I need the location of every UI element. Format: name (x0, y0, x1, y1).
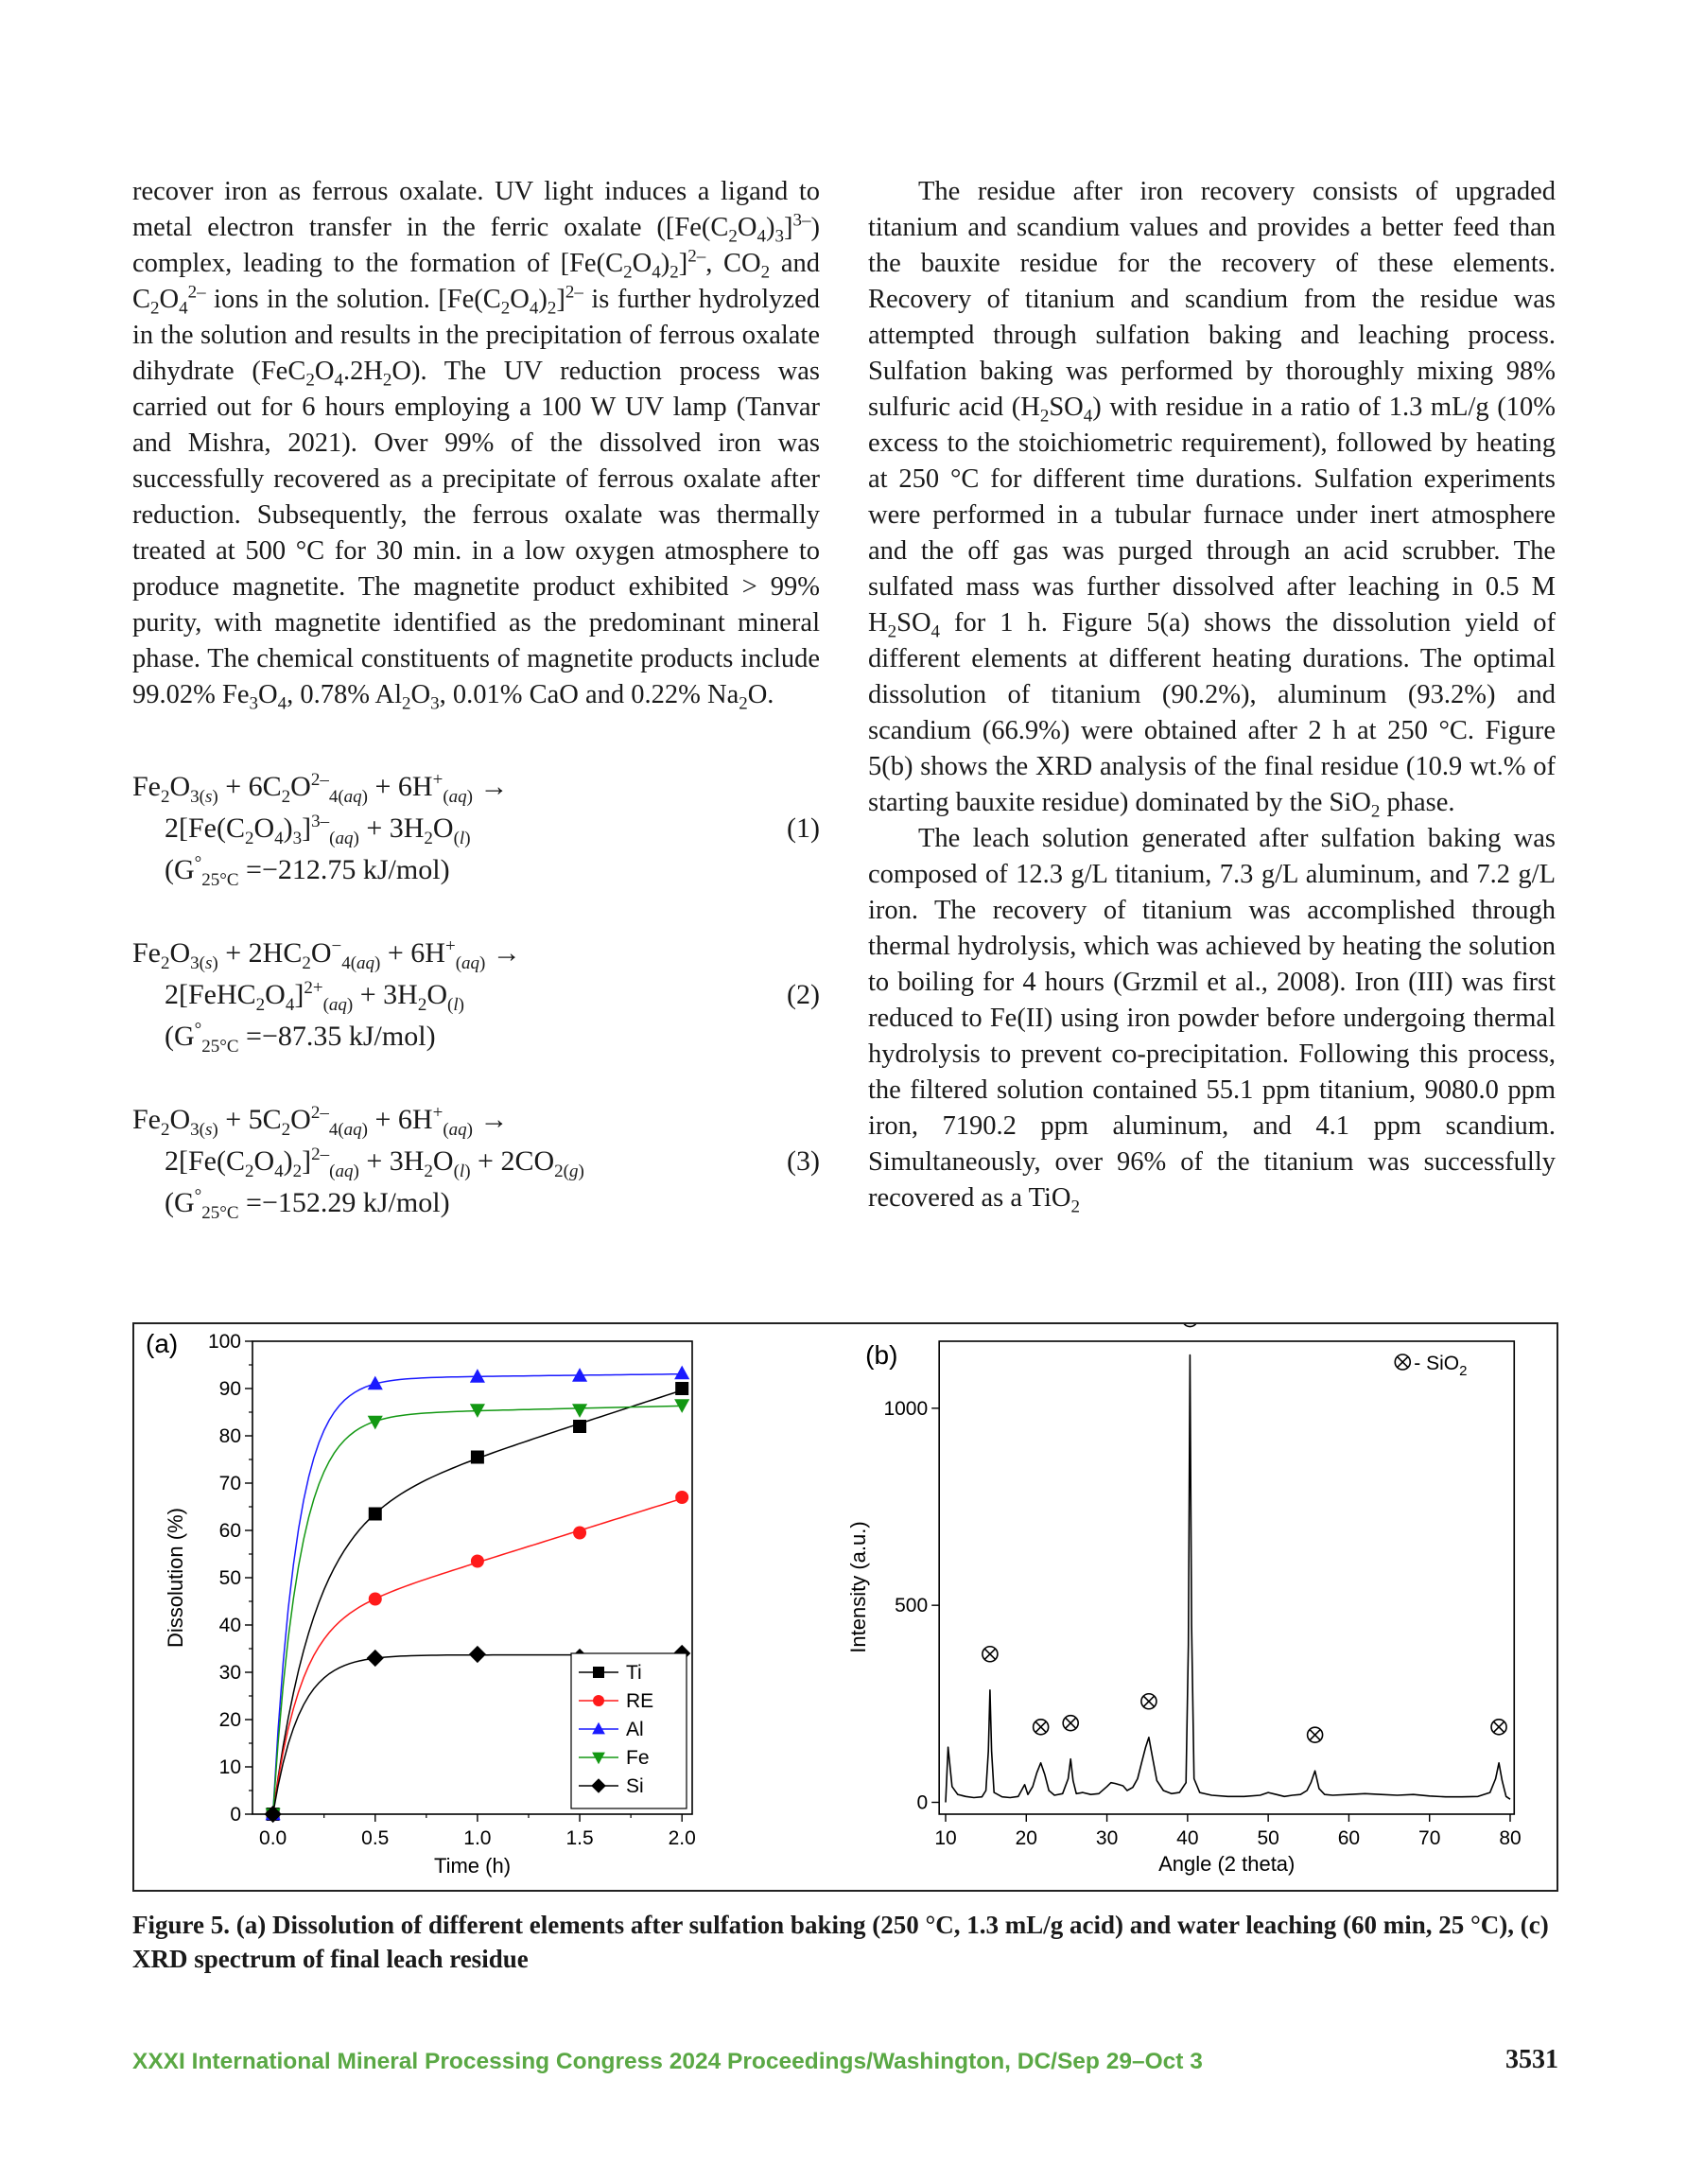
x-tick-label: 60 (1337, 1827, 1361, 1849)
legend-marker-ti (593, 1667, 604, 1678)
equation-number: (2) (787, 979, 820, 1010)
y-tick-label: 90 (218, 1378, 241, 1400)
x-tick-label: 10 (934, 1827, 957, 1849)
x-tick-label: 70 (1418, 1827, 1441, 1849)
x-axis-label: Time (h) (433, 1854, 512, 1878)
figure-5-charts (134, 1324, 1557, 1890)
equation-number: (1) (787, 812, 820, 844)
y-tick-label: 40 (218, 1615, 241, 1636)
peak-marker-sio2 (983, 1647, 998, 1662)
y-tick-label: 500 (895, 1595, 929, 1617)
y-axis-label: Intensity (a.u.) (846, 1521, 871, 1653)
x-tick-label: 0.5 (361, 1827, 390, 1849)
y-tick-label: 60 (218, 1520, 241, 1542)
peak-marker-sio2 (1491, 1720, 1506, 1735)
data-point-ti (369, 1508, 382, 1521)
y-tick-label: 100 (207, 1331, 241, 1353)
peak-marker-sio2 (1308, 1727, 1323, 1742)
legend-label-fe: Fe (626, 1747, 650, 1769)
data-point-ti (471, 1451, 484, 1464)
panel-b-frame (939, 1341, 1514, 1814)
footer-proceedings: XXXI International Mineral Processing Congress 2024 Proceedings/Washington, DC/Sep 29–Oct 3 (132, 2049, 1203, 2074)
right-paragraph-2: The leach solution generated after sulfation baking was composed of 12.3 g/L titanium, 7.3 g/L aluminum, and 7.2 g/L iron. The recovery of titanium was accomplished through thermal hydrolysis, which was achieved by heating the solution to boiling for 4 hours (Grzmil et al., 2008). Iron (III) was first reduced to Fe(II) using iron powder before undergoing thermal hydrolysis to prevent co-precipitation. Following this process, the filtered solution contained 55.1 ppm titanium, 9080.0 ppm iron, 7190.2 ppm aluminum, and 4.1 ppm scandium. Simultaneously, over 96% of the titanium was successfully recovered as a TiO$_2$ (868, 824, 1556, 1217)
peak-marker-circle (1182, 1324, 1197, 1327)
legend-marker-re (593, 1695, 604, 1706)
page-number: 3531 (1505, 2045, 1558, 2074)
left-column (132, 174, 820, 713)
x-tick-label: 1.0 (463, 1827, 492, 1849)
peak-marker-sio2 (1034, 1720, 1049, 1735)
y-tick-label: 0 (916, 1791, 929, 1814)
data-point-re (675, 1491, 688, 1504)
panel-a-label: (a) (146, 1329, 179, 1358)
right-column (868, 174, 1556, 1216)
data-point-re (369, 1593, 382, 1606)
y-tick-label: 20 (218, 1709, 241, 1731)
figure-caption: Figure 5. (a) Dissolution of different elements after sulfation baking (250 °C, 1.3 mL/g acid) and water leaching (60 min, 25 °C), (c) XRD spectrum of final leach residue (132, 1911, 1549, 1973)
equation-2: $Fe_2O_{3(s)} + 2HC_2O^-_{4(aq)} + 6H^+_{(aq)}$ → $2[FeHC_2O_4]^{2+}_{(aq)} + 3H_2O_{(l)}$ (2) ($G^\circ_{25^\circ C} =-87.35$ kJ/mol) (132, 936, 820, 1057)
x-axis-label: Angle (2 theta) (1158, 1852, 1296, 1876)
data-point-ti (573, 1420, 586, 1433)
data-point-si (469, 1646, 486, 1663)
data-point-re (573, 1527, 586, 1540)
peak-marker-sio2 (1063, 1716, 1078, 1731)
x-tick-label: 80 (1499, 1827, 1522, 1849)
x-tick-label: 0.0 (259, 1827, 287, 1849)
equation-number: (3) (787, 1145, 820, 1177)
y-tick-label: 10 (218, 1756, 241, 1778)
peak-marker-sio2 (1141, 1694, 1157, 1709)
x-tick-label: 30 (1095, 1827, 1119, 1849)
left-paragraph-1: recover iron as ferrous oxalate. UV light induces a ligand to metal electron transfer in the ferric oxalate $([Fe(C_2O_4)_3]^{3-})$ complex, leading to the formation of $[Fe(C_2O_4)_2]^{2-}$, $CO_2$ and $C_2O_4^{2-}$ ions in the solution. $[Fe(C_2O_4)_2]^{2-}$ is further hydrolyzed in the solution and results in the precipitation of ferrous oxalate dihydrate $(FeC_2O_4.2H_2O)$. The UV reduction process was carried out for 6 hours employing a 100 W UV lamp (Tanvar and Mishra, 2021). Over 99% of the dissolved iron was successfully recovered as a precipitate of ferrous oxalate after reduction. Subsequently, the ferrous oxalate was thermally treated at 500 °C for 30 min. in a low oxygen atmosphere to produce magnetite. The magnetite product exhibited > 99% purity, with magnetite identified as the predominant mineral phase. The chemical constituents of magnetite products include 99.02% $Fe_3O_4$, 0.78% $Al_2O_3$, 0.01% CaO and 0.22% $Na_2O$. (132, 177, 821, 714)
y-tick-label: 80 (218, 1425, 241, 1447)
legend-label-re: RE (626, 1690, 654, 1712)
y-tick-label: 70 (218, 1473, 241, 1494)
x-tick-label: 40 (1176, 1827, 1199, 1849)
y-tick-label: 1000 (883, 1397, 929, 1420)
data-point-al (674, 1366, 689, 1380)
right-paragraph-1: The residue after iron recovery consists of upgraded titanium and scandium values and provides a better feed than the bauxite residue for the recovery of these elements. Recovery of titanium and scandium from the residue was attempted through sulfation baking and leaching process. Sulfation baking was performed by thoroughly mixing 98% sulfuric acid $(H_2SO_4)$ with residue in a ratio of 1.3 mL/g (10% excess to the stoichiometric requirement), followed by heating at 250 °C for different time durations. Sulfation experiments were performed in a tubular furnace under inert atmosphere and the off gas was purged through an acid scrubber. The sulfated mass was further dissolved after leaching in 0.5 M $H_2SO_4$ for 1 h. Figure 5(a) shows the dissolution yield of different elements at different heating durations. The optimal dissolution of titanium (90.2%), aluminum (93.2%) and scandium (66.9%) were obtained after 2 h at 250 °C. Figure 5(b) shows the XRD analysis of the final residue (10.9 wt.% of starting bauxite residue) dominated by the SiO$_2$ phase. (868, 177, 1556, 822)
x-tick-label: 50 (1257, 1827, 1279, 1849)
data-point-fe (572, 1404, 587, 1418)
figure-5 (132, 1322, 1558, 1892)
y-axis-label: Dissolution (%) (164, 1508, 187, 1648)
peak-marker-sio2 (1182, 1324, 1197, 1327)
legend-marker-sio2 (1395, 1354, 1410, 1370)
equation-1: $Fe_2O_{3(s)} + 6C_2O^{2-}_{4(aq)} + 6H^+_{(aq)}$ → $2[Fe(C_2O_4)_3]^{3-}_{(aq)} + 3H_2O_{(l)}$ (1) ($G^\circ_{25^\circ C} =-212.75$ kJ/mol) (132, 770, 820, 890)
y-tick-label: 30 (218, 1662, 241, 1684)
y-tick-label: 50 (218, 1567, 241, 1589)
x-tick-label: 1.5 (565, 1827, 594, 1849)
legend-label-si: Si (626, 1775, 644, 1797)
xrd-spectrum-line (946, 1355, 1510, 1803)
legend-label-sio2: - SiO$_2$ (1414, 1353, 1468, 1379)
data-point-si (367, 1650, 384, 1667)
y-tick-label: 0 (230, 1804, 241, 1826)
panel-b-label: (b) (865, 1340, 898, 1370)
data-point-ti (675, 1382, 688, 1395)
x-tick-label: 2.0 (668, 1827, 696, 1849)
x-tick-label: 20 (1015, 1827, 1037, 1849)
legend-label-al: Al (626, 1719, 644, 1740)
legend-label-ti: Ti (626, 1662, 642, 1684)
data-point-re (471, 1555, 484, 1568)
equation-3: $Fe_2O_{3(s)} + 5C_2O^{2-}_{4(aq)} + 6H^+_{(aq)}$ → $2[Fe(C_2O_4)_2]^{2-}_{(aq)} + 3H_2O_{(l)} + 2CO_{2(g)}$ (3) ($G^\circ_{25^\circ C} =-152.29$ kJ/mol) (132, 1103, 820, 1223)
